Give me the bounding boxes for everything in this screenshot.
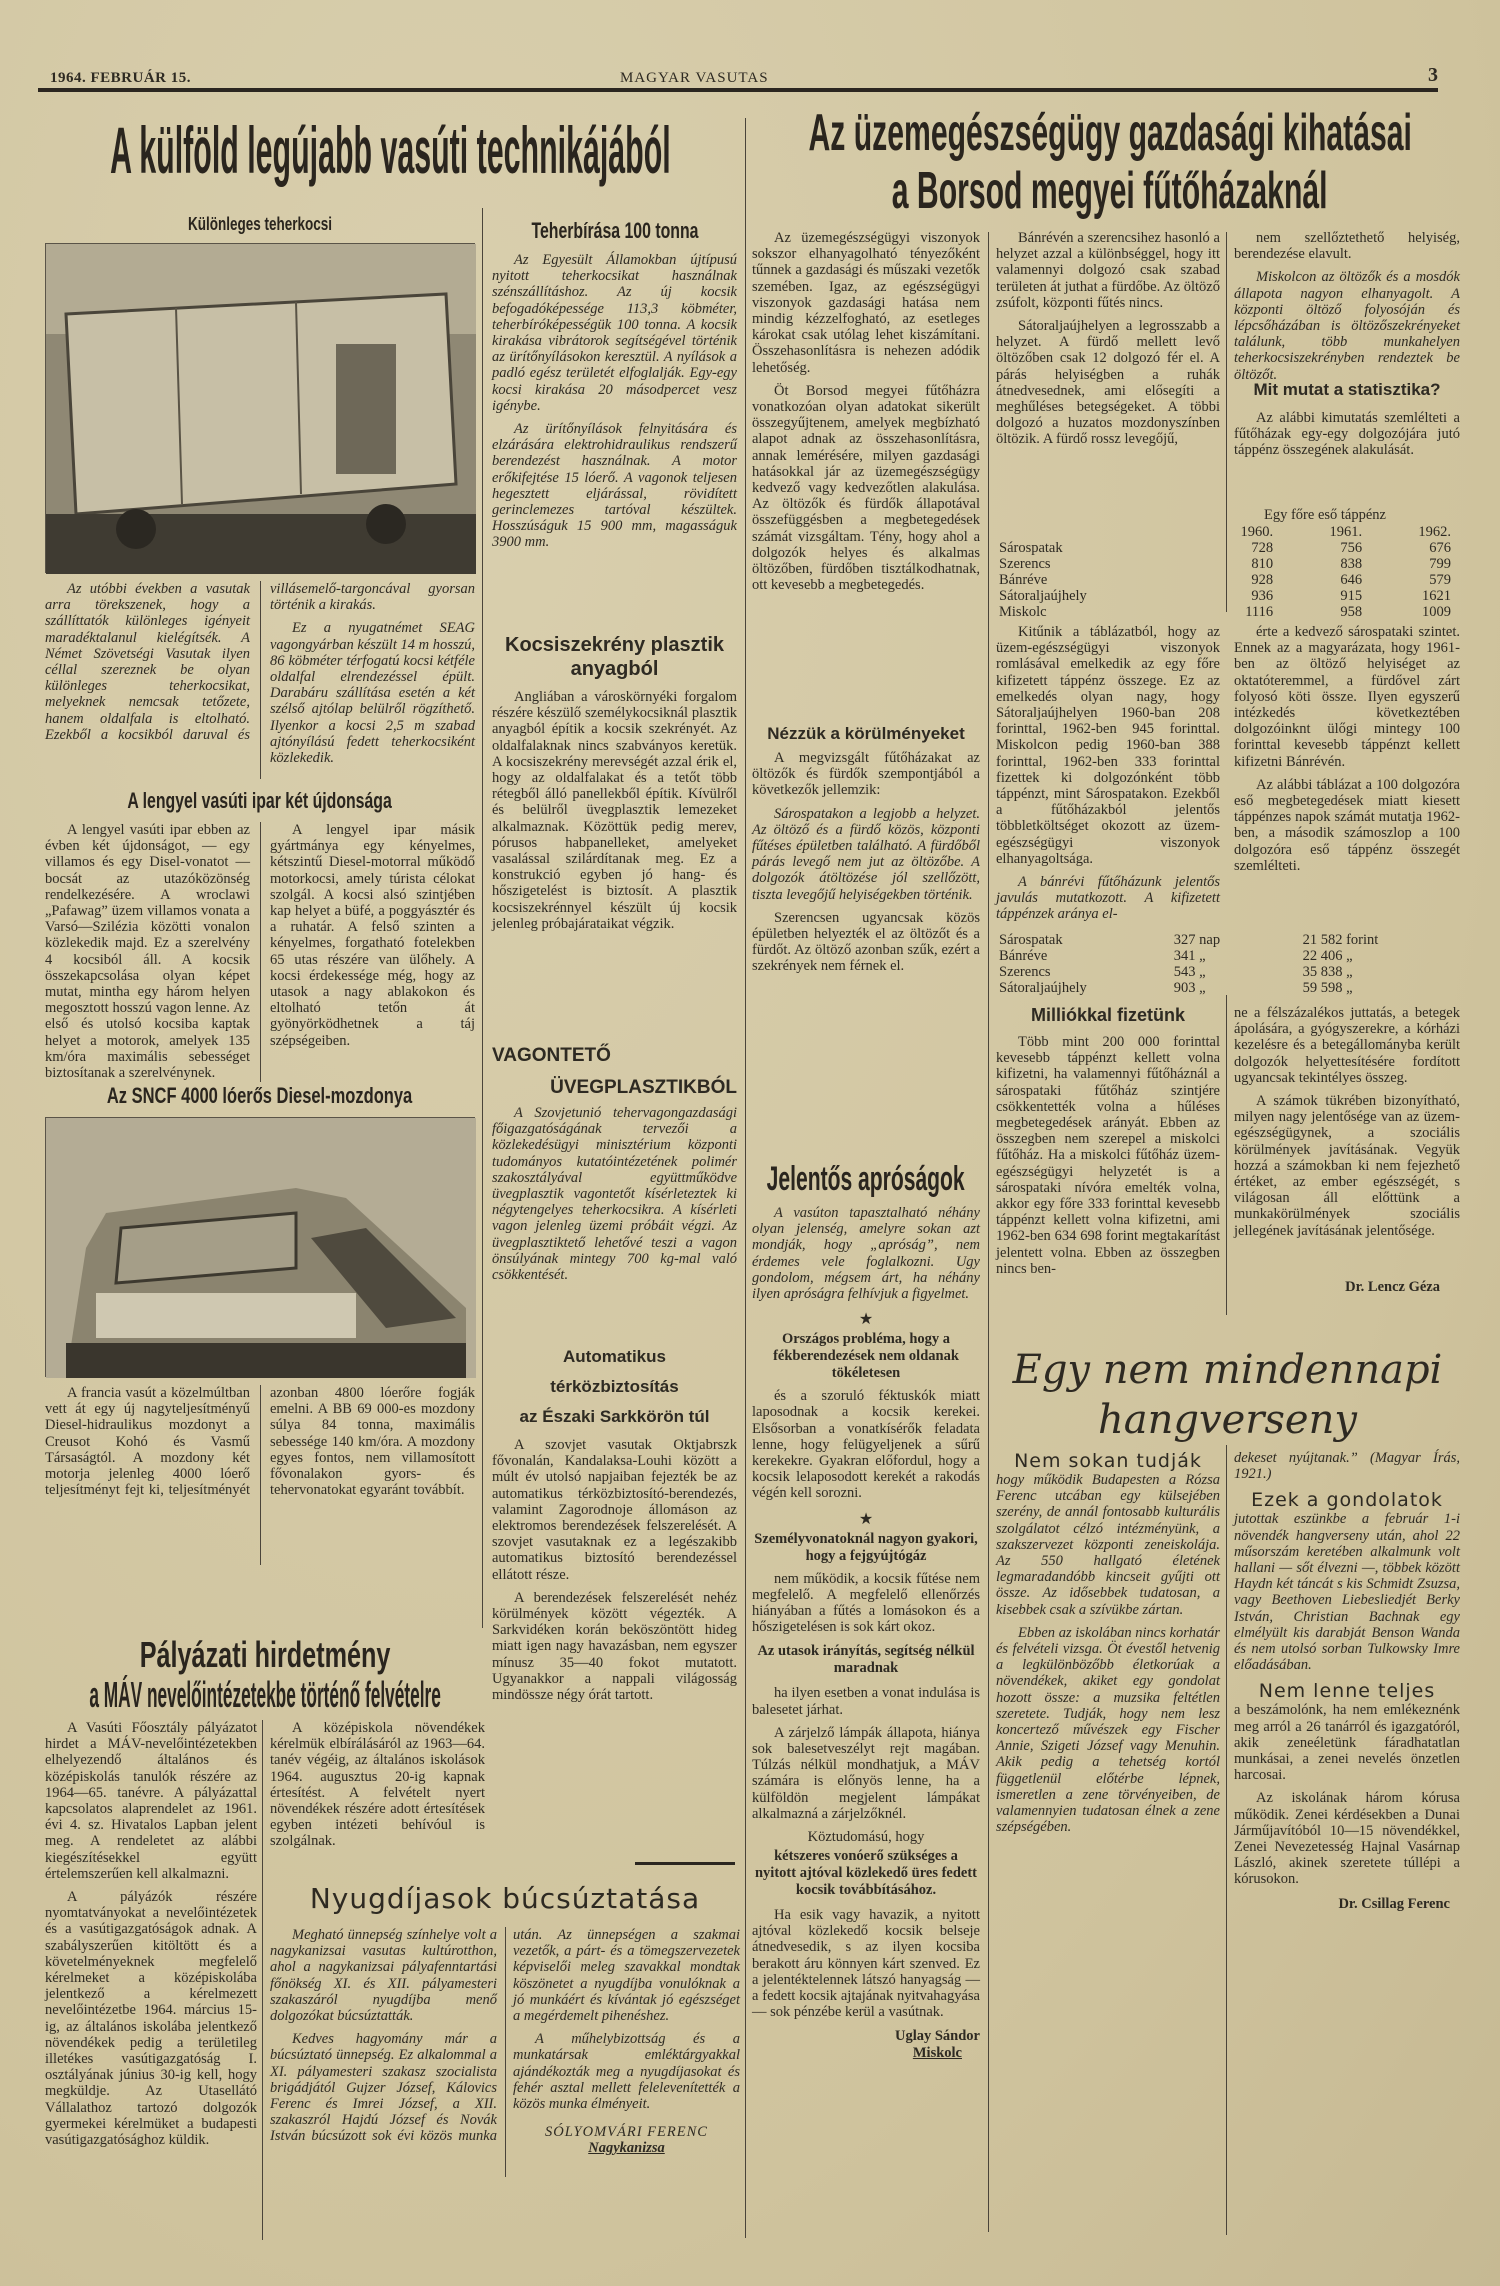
article-body <box>45 822 475 1082</box>
article-title-line2: térközbiztosítás <box>550 1377 679 1396</box>
table-row <box>995 932 1455 948</box>
table-cell: 59 598 „ <box>1302 980 1353 996</box>
paragraph: Az üzemegészségügyi viszonyok sokszor elhanyagolható tényezőként tűnnek a gazdasági és műszaki vezetők szemében. Igaz, az egészségügyi viszonyok gazdasági hatása nem mindig kézzelfogható, az esetleges károkat csak utólag lehet kiszámítani. Összehasonlításra is nehezen adódik lehetőség. <box>752 230 980 376</box>
table-row <box>995 604 1455 620</box>
column-divider <box>1226 995 1227 1315</box>
paragraph: Öt Borsod megyei fűtőházra vonatkozóan olyan adatokat sikerült összegyűjtenem, amelyek megbízható alapot adnak az összehasonlításra, annak lemérésére, milyen gazdasági hatásokkal jár az üzemegészségügy kedvező vagy kedvezőtlen alakulása. Az öltözők és fürdők állapotával összefüggésben a megbetegedések számát vizsgáltam. Tény, hogy ahol a dolgozók helyes és alkalmas öltözőben, fürdőben tisztálkodhatnak, ott kevesebb a megbetegedés. <box>752 382 980 594</box>
paragraph: Több mint 200 000 forinttal kevesebb táppénzt kellett volna kifizetni, ha valamennyi fűtőháznál a sárospataki fűtőház szintjére csökkentették volna a hűléses megbetegedések arányát. Ebben az összegben nem szerepel a miskolci fűtőház. Ha a miskolci fűtőház üzem-egészségügyi helyzetét is a sárospataki nívóra emelték volna, akkor egy főre 333 forinttal kevesebb táppénzt kellett volna kifizetni, ami 1962-ben 634 698 forint megtakarítást jelentett volna. Ebben az összegben nincs ben- <box>996 1034 1220 1277</box>
paragraph: Ez a nyugatnémet SEAG vagongyárban készült 14 m hosszú, 86 köbméter térfogatú kocsi kétféle oldalfal elrendezéssel épült. Darabáru szállítása esetén a két szélső ajtólap belülről rögzíthető. Ilyenkor a kocsi 2,5 m szabad ajtónyílású fedett teherkocsiként közlekedik. <box>270 620 476 767</box>
article-concert-title <box>995 1345 1460 1445</box>
paragraph: Ha esik vagy havazik, a nyitott ajtóval közlekedő kocsik belseje átnedvesedik, s az ilyen kocsiba berakott áru könnyen kárt szenved. Ez a jelentéktelennek látszó hanyagság — a fedett kocsik ajtajának nyitvahagyása — sok pénzébe kerül a vasútnak. <box>752 1907 980 2021</box>
table-cell: 1116 <box>1245 604 1274 620</box>
divider-rule <box>635 1862 735 1865</box>
table-cell: 799 <box>1429 556 1451 572</box>
table-cell: Szerencs <box>999 556 1051 572</box>
table-cell: 676 <box>1429 540 1451 556</box>
article-title: Kocsiszekrény plasztik anyagból <box>505 634 724 680</box>
table-row <box>995 980 1455 996</box>
article-body <box>492 689 737 1029</box>
subhead: Országos probléma, hogy a fékberendezések nem oldanak tökéletesen <box>773 1331 959 1382</box>
article-title: A lengyel vasúti ipar két újdonsága <box>127 788 393 813</box>
paragraph: A szovjet vasutak Oktjabrszk fővonalán, Kandalaksa-Louhi között a múlt év utolsó napjaiban fejezték be az automatikus térközbiztosító-berendezés, valamint Zagorodnoje állomáson az elektromos berendezések felszerelését. A szovjet vasutaknak ez a legészakibb automatikus biztosító berendezéssel ellátott része. <box>492 1437 737 1583</box>
table-cell: 958 <box>1340 604 1363 620</box>
star-icon: ★ <box>858 1311 874 1329</box>
article-title-line1: VAGONTETŐ <box>492 1045 611 1066</box>
sick-pay-table <box>995 507 1455 620</box>
author: Dr. Csillag Ferenc <box>1338 1895 1450 1912</box>
article-tender <box>40 1635 490 1715</box>
paragraph: A számok tükrében bizonyítható, milyen nagy jelentősége van az üzem-egészségügynek, a szociális körülmények javításának. Vegyük hozzá a számokban ki nem fejezhető értéket, az ember egészségét, s világosan áll előttünk a munkakörülmények szociális jellegének javításának jelentősége. <box>1234 1093 1460 1239</box>
health-col2-cont <box>996 624 1220 922</box>
author-place: Miskolc <box>912 2044 962 2061</box>
paragraph: A berendezések felszerelését nehéz körülmények között végezték. A Sarkvidéken korán beköszöntött hideg miatt igen nagy havazásban, nem egyszer mínusz 35—40 fokot mutatott. Ugyanakkor a nappali világosság mindössze négy órát tartott. <box>492 1589 737 1704</box>
column-divider <box>745 118 746 2238</box>
table-cell: 936 <box>1251 588 1274 604</box>
locomotive-photo <box>45 1117 475 1377</box>
paragraph: A zárjelző lámpák állapota, hiánya sok balesetveszélyt rejt magában. Túlzás nélkül mondhatjuk, a MÁV számára is előnyös lenne, ha a külföldön megjelent lámpákat alkalmazná a zárjelzőknél. <box>752 1724 980 1822</box>
page-number: 3 <box>1428 64 1439 86</box>
table-cell: 1621 <box>1422 588 1451 604</box>
author-place: Nagykanizsa <box>588 2140 665 2157</box>
paragraph: Sárospatakon a legjobb a helyzet. Az öltöző és a fürdő közös, központi fűtéses épületben található. A fürdőből párás levegő nem jut az öltözőbe. A dolgozók átöltözése jól szellőzött, tiszta levegőjű helyiségekben történik. <box>752 805 980 903</box>
lead-in: Nem sokan tudják <box>1014 1450 1202 1472</box>
table-cell: 810 <box>1251 556 1274 572</box>
lead-in: Nem lenne teljes <box>1258 1680 1436 1703</box>
tender-body-col1 <box>45 1720 257 2240</box>
article-body <box>492 1437 737 1767</box>
concert-col2 <box>1234 1450 1460 1913</box>
paragraph: ha ilyen esetben a vonat indulása is balesetet járhat. <box>752 1685 980 1718</box>
table-cell: Sátoraljaújhely <box>999 588 1087 604</box>
headline-line1: Az üzemegészségügy gazdasági kihatásai <box>808 104 1412 162</box>
wagon-photo <box>45 243 475 573</box>
tender-body-col2 <box>270 1720 485 1860</box>
table-cell: 35 838 „ <box>1302 964 1353 980</box>
table-row <box>995 964 1455 980</box>
sick-days-table <box>995 932 1455 996</box>
article-glassfiber-roof <box>492 1045 737 1340</box>
paragraph: Az ürítőnyílások felnyitására és elzárására elektrohidraulikus rendszerű berendezést használnak. A motor erőkifejtése 15 lóerő. A vagonok teljesen hegesztett eljárással, rövidített gerinclemezes tartóval készültek. Hosszúságuk 15 900 mm, magasságuk 3900 mm. <box>492 421 737 551</box>
table-cell: 543 „ <box>1173 964 1206 980</box>
table-row <box>995 948 1455 964</box>
table-cell: Bánréve <box>999 572 1048 588</box>
table-caption: Egy főre eső táppénz <box>1264 507 1386 523</box>
article-body <box>492 1105 737 1340</box>
table-row <box>995 588 1455 604</box>
article-health-col1 <box>752 230 980 1150</box>
paragraph: Angliában a városkörnyéki forgalom részére készülő személykocsiknál plasztik anyagból építik a kocsik szekrényét. Az oldalfalaknak nincs szabványos keretük. A kocsiszekrény merevségét azzal érik el, hogy az oldalfalakat és a tetőt több rétegből álló panellekből építik. Kívülről és belülről üvegplasztik lemezeket alkalmaznak. Közöttük pedig merev, pórusos habpanelleket, amelyeket vasalással szilárdítanak meg. Ez a konstrukció egyben jó hang- és hőszigetelést is biztosít. A plasztik kocsiszekrénnyel készült új kocsik jelenleg próbajárataikat végzik. <box>492 689 737 932</box>
headline-line2: a Borsod megyei fűtőházaknál <box>892 162 1328 220</box>
star-icon: ★ <box>858 1510 874 1528</box>
column-divider <box>482 208 483 1628</box>
author: SÓLYOMVÁRI FERENC <box>545 2124 708 2141</box>
paragraph: Kitűnik a táblázatból, hogy az üzem-egészségügyi viszonyok romlásával emelkedik az egy főre kifizetett táppénz összege. Ez az emelkedés olyan nagy, hogy Sátoraljaújhelyen 1960-ban 208 forinttal, 1962-ben 945 forinttal. Miskolcon pedig 1960-ban 388 forinttal, 1962-ben 333 forinttal fizettek ki dolgozónként több táppénzt, mint Sárospatakon. Ezekből a fűtőházakból jelentős többletköltséget okozott az üzem-egészségügyi viszonyok elhanyagoltsága. <box>996 624 1220 867</box>
section-title: Milliókkal fizetünk <box>1030 1005 1186 1025</box>
subhead: Személyvonatoknál nagyon gyakori, hogy a fejgyújtógáz <box>754 1530 978 1564</box>
column-divider <box>262 1720 263 2240</box>
freight-wagon-image <box>46 244 476 574</box>
paragraph: Az alábbi kimutatás szemlélteti a fűtőházak egy-egy dolgozójára jutó táppénz összegének alakulását. <box>1234 410 1460 459</box>
article-title: Különleges teherkocsi <box>187 214 333 234</box>
table-cell: 1009 <box>1422 604 1451 620</box>
table-row <box>995 572 1455 588</box>
paragraph: A pályázók részére nyomtatványokat a nevelőintézetek és a vasútigazgatóságok adnak. A szabályszerűen kitöltött és a követelményeknek megfelelő kérelmeket a középiskolába jelentkező a kérelmezett nevelőintézetbe 1964. március 15-ig, az általános iskolába jelentkező növendékek pedig a területileg illetékes vasútigazgatóság I. osztályának június 30-ig kell, hogy megküldje. Az Utasellátó Vállalathoz tartozó dolgozók gyermekei kérelmüket a budapesti vasútigazgatósághoz küldik. <box>45 1889 257 2149</box>
table-cell: 327 nap <box>1173 932 1221 948</box>
table-header-row <box>995 524 1455 540</box>
article-body <box>45 1385 475 1565</box>
article-body <box>492 252 737 632</box>
article-millions-cont <box>1234 1005 1460 1296</box>
paragraph: a beszámolónk, ha nem emlékeznénk meg arról a 26 tanárról és igazgatóról, akik zeneéletünk fáradhatatlan munkásai, a zenei nevelés önzetlen harcosai. <box>1234 1702 1460 1784</box>
headline-text: A külföld legújabb vasúti technikájából <box>109 113 671 187</box>
table-cell: Sárospatak <box>999 540 1063 556</box>
paragraph: A Szovjetunió tehervagongazdasági főigazgatóságának tervezői a közlekedésügyi minisztérium központi tudományos kutatóintézetének polimér szakosztályával együttműködve üvegplasztik vagontetőt kísérleteztek ki négytengelyes teherkocsikra. A kísérleti vagon jelenleg üzemi próbáit végzi. Az üvegplasztiktető lehetővé teszi a vagon önsúlyának mintegy 700 kg-mal való csökkentését. <box>492 1105 737 1284</box>
article-title-line1: Automatikus <box>563 1347 666 1366</box>
column-header: 1960. <box>1240 524 1274 540</box>
paragraph: Sátoraljaújhelyen a legrosszabb a helyzet. A fürdő mellett levő öltözőben csak 12 dolgozó fér el. A párás helyiségben a ruhák átnedvesednek, ami elősegíti a meghűléses betegségeket. A többi dolgozó a huzatos mozdonyszínben öltözik. A fürdő rossz levegőjű, <box>996 318 1220 448</box>
subhead: kétszeres vonóerő szükséges a nyitott ajtóval közlekedő üres fedett kocsik továbbításához. <box>754 1848 978 1899</box>
paragraph: Megható ünnepség színhelye volt a nagykanizsai vasutas kultúrotthon, ahol a nagykanizsai pályafenntartási főnökség XI. és XII. pályamesteri szakaszáról nyugdíjba menő dolgozókat búcsúztatták. <box>270 1927 497 2025</box>
paragraph: hogy működik Budapesten a Rózsa Ferenc utcában egy külsejében szerény, de annál fontosabb kulturális szolgálatot célzó intézményünk, a szakszervezet központi zeneiskolája. Az 550 hallgató életének legmaradandóbb kincseit gyűjti ott össze. Az idősebbek tudatosan, a kisebbek csak a szívükbe zártan. <box>996 1472 1220 1618</box>
table-cell: 341 „ <box>1173 948 1206 964</box>
paragraph: A megvizsgált fűtőházakat az öltözők és fürdők szempontjából a következők jellemzik: <box>752 750 980 799</box>
subhead-lead: Köztudomású, hogy <box>807 1829 925 1846</box>
section-title: Nézzük a körülményeket <box>767 724 965 743</box>
article-auto-signalling <box>492 1345 737 1767</box>
article-trifles <box>752 1160 980 2062</box>
paragraph: A lengyel ipar másik gyártmánya egy kényelmes, kétszintű Diesel-motorral működő motorkocsi, amely túrista célokat szolgál. A kocsi alsó szintjében kap helyet a büfé, a poggyásztér és a ruhatár. A felső szinten a kényelmes, forgatható fotelekben 65 utas részére van ülőhely. A kocsi érdekessége még, hogy az utasok a nagy ablakokon és eltolható tetőn át gyönyörködhetnek a táj szépségeiben. <box>270 822 475 1049</box>
table-cell: Miskolc <box>999 604 1047 620</box>
diesel-locomotive-image <box>46 1118 476 1378</box>
table-cell: 22 406 „ <box>1302 948 1353 964</box>
column-divider <box>988 232 989 2232</box>
table-cell: Sárospatak <box>999 932 1063 948</box>
subhead: Az utasok irányítás, segítség nélkül maradnak <box>757 1643 975 1677</box>
column-divider <box>1226 1445 1227 2235</box>
quote: dekeset nyújtanak.” (Magyar Írás, 1921.) <box>1234 1450 1460 1483</box>
article-sncf-diesel <box>45 1075 475 1565</box>
table-cell: 903 „ <box>1173 980 1206 996</box>
paragraph: A francia vasút a közelmúltban vett át egy új nagyteljesítményű Diesel-hidraulikus mozdonyt a Creusot Kohó és Vasmű Társaságtól. A mozdony két motorja jelenleg 4000 lóerő teljesítményt fejt ki, teljesítményét azonban 4800 lóerőre fogják emelni. A BB 69 000-es mozdony súlya 84 tonna, maximális sebessége 140 km/óra. A mozdony egyes fontos, nem villamosított fővonalakon gyors- és tehervonatokat egyaránt továbbít. <box>45 1385 475 1499</box>
column-header: 1961. <box>1329 524 1363 540</box>
author: Dr. Lencz Géza <box>1345 1279 1440 1295</box>
paragraph: A lengyel vasúti ipar ebben az évben két újdonságot, — egy villamos és egy Disel-vonatot — bocsát az utazóközönség rendelkezésére. A wroclawi „Pafawag” üzem villamos vonata a Varsó—Szilézia közötti vonalon közlekedik majd. Ez a szerelvény 4 kocsiból áll. A kocsik összekapcsolása olyan képet mutat, mintha egy három helyen megosztott hosszú vagon lenne. Az első és utolsó kocsiba kaptak helyet a motorok, amelyek 135 km/óra maximális sebességet biztosítanak a szerelvénynek. <box>45 822 250 1082</box>
paragraph: nem szellőztethető helyiség, berendezése elavult. <box>1234 230 1460 263</box>
article-body <box>45 581 475 779</box>
paragraph: nem működik, a kocsik fűtése nem megfelelő. A megfelelő ellenőrzés hiányában a fűtés a lomásokon és a hőszigetelésen is sok kárt okoz. <box>752 1570 980 1636</box>
column-header: 1962. <box>1418 524 1451 540</box>
article-body <box>270 1927 740 2177</box>
table-cell: 928 <box>1251 572 1274 588</box>
article-title-line2: hangverseny <box>1098 1397 1357 1443</box>
header-rule <box>38 88 1438 92</box>
article-title-line3: az Északi Sarkkörön túl <box>519 1407 710 1426</box>
paragraph: A vasúton tapasztalható néhány olyan jelenség, amelyre sokan azt mondják, hogy „apróság”, nem érdemes vele foglalkozni. Ugy gondolom, mégsem árt, ha néhány ilyen apróságra felhívjuk a figyelmet. <box>752 1205 980 1303</box>
right-headline <box>750 104 1470 220</box>
paragraph: ne a félszázalékos juttatás, a betegek ápolására, a gyógyszerekre, a kórházi kezelésre és a betegállományba került dolgozók helyettesítésére fordított ugyancsak tekintélyes összeg. <box>1234 1005 1460 1086</box>
article-title: Teherbírása 100 tonna <box>531 218 698 243</box>
concert-col1 <box>996 1450 1220 2192</box>
table-row <box>995 556 1455 572</box>
table-cell: 915 <box>1340 588 1363 604</box>
paragraph: Az utóbbi években a vasutak arra törekszenek, hogy a szállíttatók különleges igényeit maradéktalanul kielégítsék. A Német Szövetségi Vasutak ilyen céllal szereznek be olyan különleges teherkocsikat, melyeknek nemcsak tetőzete, hanem oldalfala is eltolható. Ezekből a kocsikból daruval és villásemelő-targoncával gyorsan történik a kirakás. <box>45 581 475 743</box>
article-capacity <box>492 210 737 632</box>
article-title-line1: Pályázati hirdetmény <box>139 1634 391 1675</box>
paragraph: A középiskola növendékek kérelmük elbírálásáról az 1963—64. tanév végéig, az általános iskolások 1964. augusztus 20-ig kapnak értesítést. A felvételt nyert növendékek részére adott értesítések egyben intézeti behívóul is szolgálnak. <box>270 1720 485 1850</box>
article-title: Az SNCF 4000 lóerős Diesel-mozdonya <box>107 1083 413 1108</box>
article-title-line2: a MÁV nevelőintézetekbe történő felvételre <box>89 1674 441 1715</box>
article-title: Jelentős apróságok <box>767 1160 965 1198</box>
article-special-wagon <box>45 206 475 779</box>
article-millions <box>996 1005 1220 1314</box>
table-cell: 728 <box>1251 540 1274 556</box>
section-title: Mit mutat a statisztika? <box>1253 380 1441 399</box>
paragraph: Az alábbi táblázat a 100 dolgozóra eső megbetegedések miatt kiesett táppénzes napok számát mutatja 1962-ben, a második számoszlop a 100 dolgozóra eső táppénz összegét szemlélteti. <box>1234 776 1460 874</box>
paragraph: A Vasúti Főosztály pályázatot hirdet a MÁV-nevelőintézetekben elhelyezendő általános és középiskolás tanulók részére az 1964—65. tanévre. A pályázattal kapcsolatos alaprendelet az 1961. évi 4. sz. Hivatalos Lapban jelent meg. A rendeletet az alábbi kiegészítésekkel együtt értelemszerűen kell alkalmazni. <box>45 1720 257 1882</box>
table-cell: Sátoraljaújhely <box>999 980 1087 996</box>
paragraph: jutottak eszünkbe a február 1-i növendék hangverseny után, ahol 22 műsorszám keretében alkalmunk volt hallani — sőt élvezni —, többek között Haydn két táncát s kis Schmidt Zsuzsa, vagy Beethoven Liebesliedjét Berky István, Christian Bachnak egy elmélyült kis darabját Benson Wanda és nem utolsó sorban Tulkowsky Imre előadásában. <box>1234 1511 1460 1674</box>
article-retirement <box>270 1882 740 2177</box>
article-title-line2: ÜVEGPLASZTIKBÓL <box>550 1077 737 1098</box>
paragraph: és a szoruló féktuskók miatt laposodnak a kocsik kerekei. Elsősorban a vonatkísérők feladata lenne, hogy felügyeljenek a sűrű kerekekre. Gyakran előfordul, hogy a kocsik lelaposodott kerekét a rakodás végén kell sorozni. <box>752 1388 980 1502</box>
table-cell: 756 <box>1340 540 1363 556</box>
left-headline <box>40 112 740 188</box>
table-cell: 579 <box>1429 572 1451 588</box>
paragraph: Szerencsen ugyancsak közös épületben helyezték el az öltözőt és a fürdőt. Az öltöző azonban szűk, ezért a szekrények nem férnek el. <box>752 909 980 975</box>
table-cell: 838 <box>1340 556 1363 572</box>
paragraph: Kedves hagyomány már a búcsúztató ünnepség. Ez alkalommal a XI. pályamesteri szakasz szocialista brigádjától Gujzer József, Kálovics Ferenc és Imrei József, a XII. szakaszról Hajdú József és Novák István búcsúzott sok évi közös munka után. Az ünnepségen a szakmai vezetők, a párt- és a tömegszervezetek képviselői meleg szavakkal mondtak köszönetet a nyugdíjba vonulóknak a jó munkáért és kívántak jó egészséget a megérdemelt pihenéshez. <box>270 1927 740 2145</box>
article-title: Nyugdíjasok búcsúztatása <box>309 1882 701 1915</box>
table-row <box>995 540 1455 556</box>
paragraph: Bánrévén a szerencsihez hasonló a helyzet azzal a különbséggel, hogy itt valamennyi dolgozó csak szabad területen át juthat a fürdőbe. Az öltöző zsúfolt, központi fűtés nincs. <box>996 230 1220 311</box>
paragraph: A bánrévi fűtőházunk jelentős javulás mutatkozott. A kifizetett táppénzek aránya el- <box>996 874 1220 923</box>
paragraph: Az iskolának három kórusa működik. Zenei kérdésekben a Dunai Járműjavítóból 10—15 növendékkel, Zenei Nevezetesség Hajnal Vasárnap László, akinek szeretete túllépi a kórusokon. <box>1234 1790 1460 1888</box>
table-cell: 21 582 forint <box>1302 932 1379 948</box>
table-cell: Bánréve <box>999 948 1048 964</box>
table-cell: Szerencs <box>999 964 1051 980</box>
paragraph: érte a kedvező sárospataki szintet. Ennek az a magyarázata, hogy 1961-ben az öltöző helyiséget az oktatóteremmel, a fürdővel zárt folyosó köti össze. Ilyen egyszerű intézkedés következtében dolgozóinknt ülőgi mintegy 100 forinttal kevesebb táppénzt kellett kifizetni Bánrévén. <box>1234 624 1460 770</box>
lead-in: Ezek a gondolatok <box>1251 1489 1443 1512</box>
paragraph: Ebben az iskolában nincs korhatár és felvételi vizsga. Öt évestől hetvenig a legkülönbözőbb életkorúak a növendékek, akiket egy gondolat hozott össze: a muzsika feltétlen szeretete. Tudják, hogy nem lesz koncertező művészek egy Fischer Annie, Szigeti József vagy Menuhin. Akik pedig a tehetség kortól függetlenül előtérbe lépnek, ismeretlen a zene törvényeiben, de valamennyien tudatosan élnek a zene szépségében. <box>996 1624 1220 1836</box>
article-title-line1: Egy nem mindennapi <box>1012 1347 1443 1393</box>
article-health-col2 <box>996 230 1220 493</box>
paragraph: Miskolcon az öltözők és a mosdók állapota nagyon elhanyagolt. A központi öltöző folyosóján és lépcsőházában is öltözőszekrényeket találunk, több munkahelyen teherkocsiszekrényben rendeztek be öltözőt. <box>1234 269 1460 383</box>
paragraph: A műhelybizottság és a munkatársak emléktárgyakkal ajándékozták meg a nyugdíjasokat és fehér asztal mellett felelevenítették a közös munka élményeit. <box>513 2031 740 2113</box>
article-health-col3 <box>1234 230 1460 466</box>
issue-date: 1964. FEBRUÁR 15. <box>50 70 192 86</box>
author: Uglay Sándor <box>894 2027 980 2044</box>
paper-name: MAGYAR VASUTAS <box>620 70 769 86</box>
article-plastic-body <box>492 625 737 1029</box>
paragraph: Az Egyesült Államokban újtípusú nyitott teherkocsikat használnak szénszállításhoz. Az új kocsik befogadóképessége 113,3 köbméter, teherbíróképességük 100 tonna. A kocsik kirakása vibrátorok segítségével történik az ürítőnyílásokon keresztül. A nyílások a padló egész területét elfoglalják. Egy-egy kocsi kirakása 20 másodpercet vesz igénybe. <box>492 252 737 414</box>
health-col3-cont <box>1234 624 1460 922</box>
table-cell: 646 <box>1340 572 1363 588</box>
article-polish-rail <box>45 780 475 1082</box>
